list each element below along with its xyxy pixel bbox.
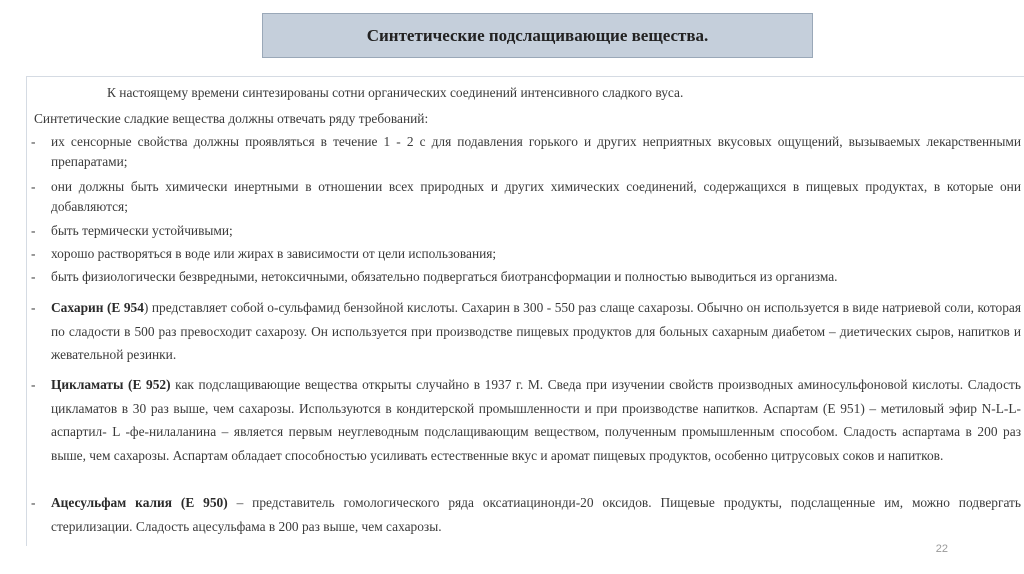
bullet-dash: - <box>31 269 36 284</box>
requirement-item <box>31 132 1021 172</box>
sweetener-name-suffix: ) <box>143 300 149 315</box>
requirement-item <box>31 177 1021 217</box>
bullet-dash: - <box>31 246 36 261</box>
content-area <box>26 76 1024 546</box>
sweetener-name: Цикламаты (Е 952) <box>51 377 171 392</box>
requirement-text: хорошо растворяться в воде или жирах в зависимости от цели использования; <box>51 246 497 261</box>
requirement-text: их сенсорные свойства должны проявляться в течение 1 - 2 с для подавления горького и других неприятных вкусовых ощущений, вызываемых лекарственными препаратами; <box>51 134 1021 169</box>
bullet-dash: - <box>31 223 36 238</box>
sweetener-name: Ацесульфам калия (Е 950) <box>51 495 228 510</box>
bullet-dash: - <box>31 495 36 510</box>
page-title: Синтетические подслащивающие вещества. <box>366 25 709 45</box>
bullet-dash: - <box>31 377 36 392</box>
bullet-dash: - <box>31 179 36 194</box>
requirement-item <box>31 244 1021 264</box>
sweetener-item-cyclamates <box>31 373 1021 467</box>
sweetener-description: – представитель гомологического ряда оксатиацинонди-20 оксидов. Пищевые продукты, подслащенные им, можно подвергать стерилизации. Сладость ацесульфама в 200 раз выше, чем сахарозы. <box>51 495 1022 534</box>
requirements-intro: Синтетические сладкие вещества должны отвечать ряду требований: <box>34 111 429 126</box>
sweetener-name: Сахарин (Е 954 <box>51 300 144 315</box>
requirement-item <box>31 267 1021 287</box>
sweetener-description: как подслащивающие вещества открыты случайно в 1937 г. М. Сведа при изучении свойств производных аминосульфоновой кислоты. Сладость цикламатов в 30 раз выше, чем сахарозы. Используются в кондитерской промышленности и при производстве напитков. Аспартам (Е 951) – метиловый эфир N-L-L-аспартил- L -фе-нилаланина – является первым неуглеводным подслащивающим веществом, полученным промышленным способом. Сладость аспартама в 200 раз выше, чем сахарозы. Аспартам обладает способностью усиливать естественные вкус и аромат пищевых продуктов, особенно цитрусовых соков и напитков. <box>51 377 1021 463</box>
sweetener-item-acesulfame <box>31 491 1021 538</box>
requirement-text: они должны быть химически инертными в отношении всех природных и других химических соединений, содержащихся в пищевых продуктах, в которые они добавляются; <box>51 179 1021 214</box>
bullet-dash: - <box>31 134 36 149</box>
requirement-text: быть термически устойчивыми; <box>51 223 233 238</box>
page-number: 22 <box>935 543 948 555</box>
requirement-item <box>31 221 1021 241</box>
sweetener-description: представляет собой о-сульфамид бензойной кислоты. Сахарин в 300 - 550 раз слаще сахарозы. Обычно он используется в виде натриевой соли, которая по сладости в 500 раз превосходит сахарозу. Он используется при производстве пищевых продуктов для больных сахарным диабетом – диетических сыров, напитков и жевательной резинки. <box>51 300 1021 362</box>
title-banner <box>262 13 813 58</box>
intro-paragraph: К настоящему времени синтезированы сотни органических соединений интенсивного сладкого вуса. <box>107 85 684 100</box>
bullet-dash: - <box>31 300 36 315</box>
requirement-text: быть физиологически безвредными, нетоксичными, обязательно подвергаться биотрансформации и полностью выводиться из организма. <box>51 269 838 284</box>
sweetener-item-saccharin <box>31 296 1021 367</box>
